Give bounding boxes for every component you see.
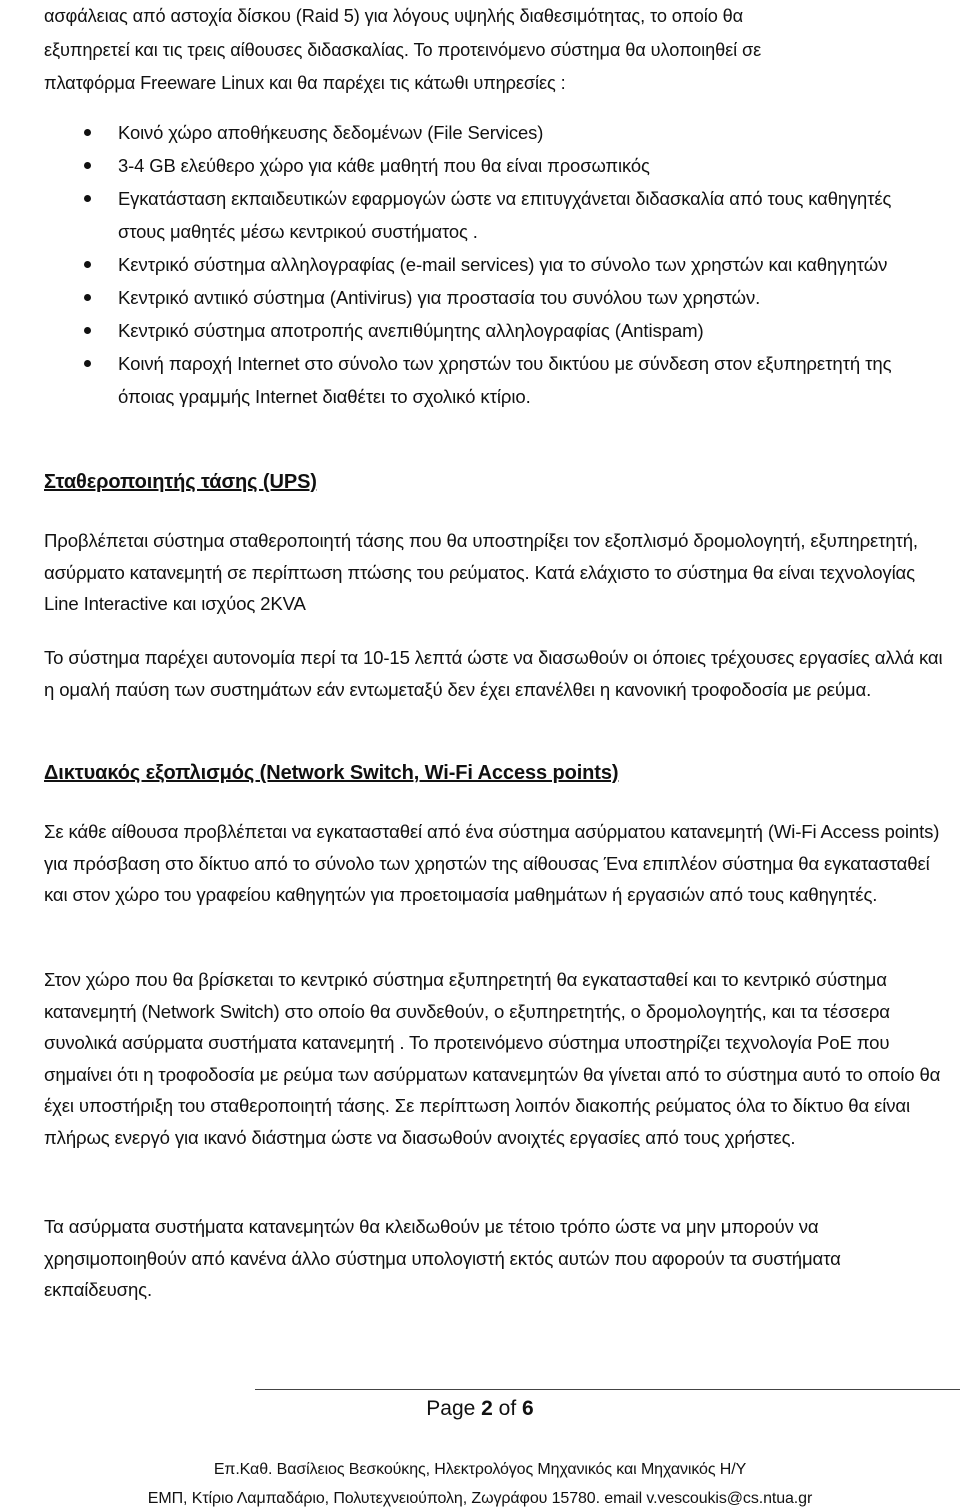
bullet-icon	[84, 327, 91, 334]
list-item-text: 3-4 GB ελεύθερο χώρο για κάθε μαθητή που θα είναι προσωπικός	[118, 155, 650, 176]
bullet-icon	[84, 162, 91, 169]
ups-heading: Σταθεροποιητής τάσης (UPS)	[44, 471, 317, 493]
list-item	[0, 347, 960, 413]
bullet-icon	[84, 129, 91, 136]
list-item	[0, 281, 960, 314]
list-item-text: Κεντρικό αντιικό σύστημα (Antivirus) για προστασία του συνόλου των χρηστών.	[118, 287, 761, 308]
page-total: 6	[522, 1397, 534, 1420]
list-item	[0, 314, 960, 347]
network-paragraph-1: Σε κάθε αίθουσα προβλέπεται να εγκατασταθεί από ένα σύστημα ασύρματου κατανεμητή (Wi-Fi Access points) για πρόσβαση στο δίκτυο από το σύνολο των χρηστών της αίθουσας Ένα επιπλέον σύστημα θα εγκατασταθεί και στον χώρο του γραφείου καθηγητών για προετοιμασία μαθημάτων ή εργασιών από τους καθηγητές.	[44, 821, 940, 906]
list-item-text: Κοινό χώρο αποθήκευσης δεδομένων (File Services)	[118, 122, 544, 143]
list-item-text: Εγκατάσταση εκπαιδευτικών εφαρμογών ώστε να επιτυγχάνεται διδασκαλία από τους καθηγητές στους μαθητές μέσω κεντρικού συστήματος .	[118, 188, 892, 242]
list-item	[0, 149, 960, 182]
page-current: 2	[481, 1397, 493, 1420]
footer-author: Επ.Καθ. Βασίλειος Βεσκούκης, Ηλεκτρολόγος Μηχανικός και Μηχανικός Η/Υ	[213, 1461, 747, 1478]
network-paragraph-2: Στον χώρο που θα βρίσκεται το κεντρικό σύστημα εξυπηρετητή θα εγκατασταθεί και το κεντρικό σύστημα κατανεμητή (Network Switch) στο οποίο θα συνδεθούν, ο εξυπηρετητής, ο δρομολογητής, και τα τέσσερα συνολικά ασύρματα συστήματα κατανεμητή . Το προτεινόμενο σύστημα υποστηρίζει τεχνολογία PoE που σημαίνει ότι η τροφοδοσία με ρεύμα των ασύρματων κατανεμητών θα γίνεται από το σύστημα αυτό το οποίο θα έχει υποστήριξη του σταθεροποιητή τάσης. Σε περίπτωση λοιπόν διακοπής ρεύματος όλα το δίκτυο θα είναι πλήρως ενεργό για ικανό διάστημα ώστε να διασωθούν ανοιχτές εργασίες από τους χρήστες.	[44, 969, 941, 1148]
bullet-icon	[84, 261, 91, 268]
intro-line: πλατφόρμα Freeware Linux και θα παρέχει τις κάτωθι υπηρεσίες :	[44, 73, 566, 93]
list-item	[0, 116, 960, 149]
footer-address: ΕΜΠ, Κτίριο Λαμπαδάριο, Πολυτεχνειούπολη, Ζωγράφου 15780. email v.vescoukis@cs.ntua.gr	[147, 1490, 813, 1507]
intro-paragraph	[44, 0, 944, 101]
bullet-icon	[84, 195, 91, 202]
list-item	[0, 182, 960, 248]
ups-paragraph-1: Προβλέπεται σύστημα σταθεροποιητή τάσης που θα υποστηρίξει τον εξοπλισμό δρομολογητή, εξυπηρετητή, ασύρματο κατανεμητή σε περίπτωση πτώσης του ρεύματος. Κατά ελάχιστο το σύστημα θα είναι τεχνολογίας Line Interactive και ισχύος 2KVA	[44, 530, 918, 615]
services-list	[0, 116, 960, 413]
network-heading: Δικτυακός εξοπλισμός (Network Switch, Wi-Fi Access points)	[44, 762, 619, 784]
list-item-text: Κεντρικό σύστημα αποτροπής ανεπιθύμητης αλληλογραφίας (Antispam)	[118, 320, 704, 341]
network-paragraph-3: Τα ασύρματα συστήματα κατανεμητών θα κλειδωθούν με τέτοιο τρόπο ώστε να μην μπορούν να χρησιμοποιηθούν από κανένα άλλο σύστημα υπολογιστή εκτός αυτών που αφορούν τα συστήματα εκπαίδευσης.	[44, 1216, 841, 1301]
ups-paragraph-2: Το σύστημα παρέχει αυτονομία περί τα 10-15 λεπτά ώστε να διασωθούν οι όποιες τρέχουσες εργασίες αλλά και η ομαλή παύση των συστημάτων εάν εντωμεταξύ δεν έχει επανέλθει η κανονική τροφοδοσία με ρεύμα.	[44, 647, 943, 700]
list-item-text: Κεντρικό σύστημα αλληλογραφίας (e-mail services) για το σύνολο των χρηστών και καθηγητών	[118, 254, 888, 275]
page-prefix: Page	[426, 1397, 482, 1420]
footer-divider	[255, 1389, 960, 1390]
list-item-text: Κοινή παροχή Internet στο σύνολο των χρηστών του δικτύου με σύνδεση στον εξυπηρετητή της όποιας γραμμής Internet διαθέτει το σχολικό κτίριο.	[118, 353, 892, 407]
page-number	[0, 1394, 960, 1424]
bullet-icon	[84, 294, 91, 301]
bullet-icon	[84, 360, 91, 367]
intro-line: ασφάλειας από αστοχία δίσκου (Raid 5) για λόγους υψηλής διαθεσιμότητας, το οποίο θα	[44, 6, 744, 26]
intro-line: εξυπηρετεί και τις τρεις αίθουσες διδασκαλίας. Το προτεινόμενο σύστημα θα υλοποιηθεί σε	[44, 39, 762, 60]
page-of: of	[492, 1397, 523, 1420]
list-item	[0, 248, 960, 281]
